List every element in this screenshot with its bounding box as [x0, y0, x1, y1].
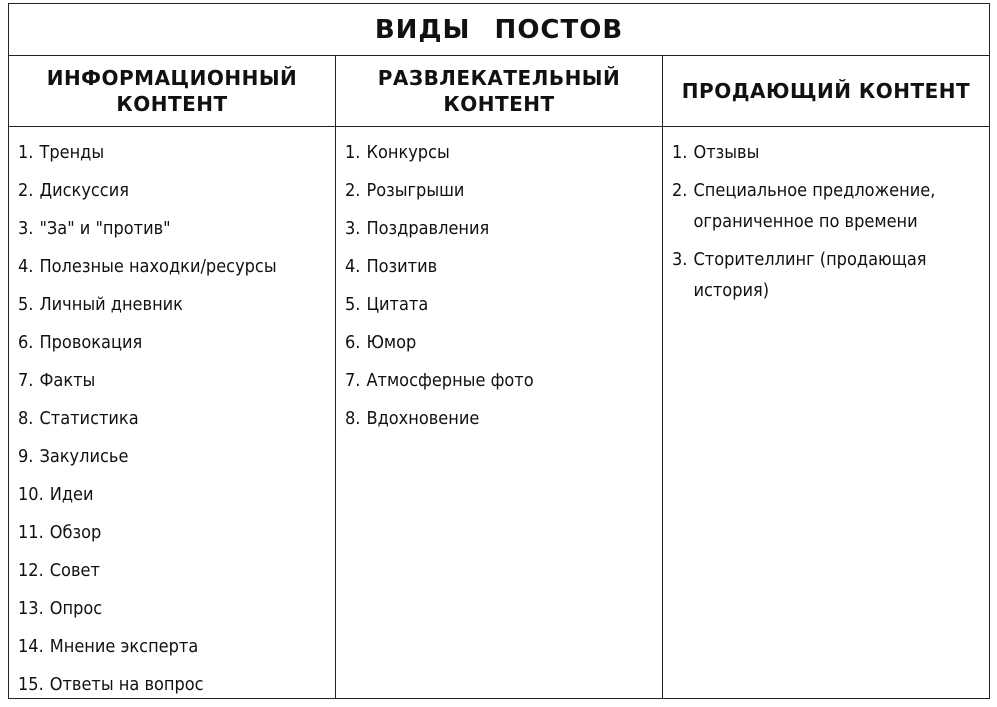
column-header-label: ПРОДАЮЩИЙ КОНТЕНТ	[681, 79, 971, 103]
list-item-number: 1.	[345, 142, 361, 163]
content-list	[336, 127, 662, 441]
list-item-number: 1.	[672, 142, 688, 163]
list-item-text: Поздравления	[366, 218, 490, 239]
list-item-text: Атмосферные фото	[366, 370, 534, 391]
list-item-number: 14.	[18, 636, 44, 657]
list-item	[345, 213, 662, 251]
list-item-number: 1.	[18, 142, 34, 163]
column-header-label: ИНФОРМАЦИОННЫЙ КОНТЕНТ	[46, 66, 298, 116]
list-item-number: 2.	[672, 180, 688, 201]
list-item	[345, 403, 662, 441]
table-title-row	[9, 4, 989, 56]
list-item-number: 7.	[18, 370, 34, 391]
list-item-text: Отзывы	[693, 142, 760, 163]
list-item	[18, 213, 335, 251]
list-item	[18, 669, 335, 707]
list-item	[18, 631, 335, 669]
list-item-number: 6.	[345, 332, 361, 353]
list-item-text: Вдохновение	[366, 408, 480, 429]
list-item-number: 3.	[345, 218, 361, 239]
list-item	[18, 555, 335, 593]
list-item	[18, 289, 335, 327]
list-item	[18, 517, 335, 555]
post-types-table	[8, 3, 990, 699]
list-item	[18, 441, 335, 479]
list-item-text: Цитата	[366, 294, 429, 315]
list-item-text: Факты	[39, 370, 96, 391]
list-item-text: Юмор	[366, 332, 417, 353]
list-item	[18, 137, 335, 175]
list-item-number: 9.	[18, 446, 34, 467]
list-item-text: Совет	[49, 560, 100, 581]
list-item-number: 11.	[18, 522, 44, 543]
list-item-text: Опрос	[49, 598, 103, 619]
list-item	[18, 175, 335, 213]
list-item	[18, 479, 335, 517]
content-list	[9, 127, 335, 707]
list-item	[345, 175, 662, 213]
list-item	[18, 593, 335, 631]
column-informational	[9, 56, 336, 698]
list-item-text: Сторителлинг (продающая история)	[693, 249, 927, 301]
list-item-number: 2.	[345, 180, 361, 201]
list-item-number: 2.	[18, 180, 34, 201]
list-item-number: 6.	[18, 332, 34, 353]
list-item	[345, 251, 662, 289]
list-item-number: 7.	[345, 370, 361, 391]
column-header	[663, 56, 989, 127]
list-item	[18, 327, 335, 365]
list-item	[345, 365, 662, 403]
list-item	[18, 251, 335, 289]
list-item	[672, 137, 989, 168]
list-item	[345, 327, 662, 365]
column-selling	[663, 56, 989, 698]
list-item-number: 13.	[18, 598, 44, 619]
list-item-text: Специальное предложение, ограниченное по времени	[693, 180, 936, 232]
list-item-number: 3.	[672, 249, 688, 270]
list-item-text: Конкурсы	[366, 142, 450, 163]
column-header	[9, 56, 335, 127]
list-item	[345, 289, 662, 327]
list-item-number: 10.	[18, 484, 44, 505]
column-entertaining	[336, 56, 663, 698]
list-item-text: Ответы на вопрос	[49, 674, 204, 695]
table-title: ВИДЫ ПОСТОВ	[374, 14, 624, 45]
list-item-text: Розыгрыши	[366, 180, 465, 201]
list-item-text: Статистика	[39, 408, 139, 429]
list-item-number: 5.	[345, 294, 361, 315]
list-item-number: 4.	[18, 256, 34, 277]
list-item-text: Закулисье	[39, 446, 129, 467]
content-list	[663, 127, 989, 306]
list-item-number: 8.	[18, 408, 34, 429]
list-item-text: Обзор	[49, 522, 102, 543]
list-item-text: Личный дневник	[39, 294, 183, 315]
list-item-text: Позитив	[366, 256, 438, 277]
column-header	[336, 56, 662, 127]
list-item-text: Дискуссия	[39, 180, 129, 201]
column-header-label: РАЗВЛЕКАТЕЛЬНЫЙ КОНТЕНТ	[377, 66, 621, 116]
list-item-number: 8.	[345, 408, 361, 429]
list-item	[672, 175, 989, 237]
list-item-number: 3.	[18, 218, 34, 239]
list-item-text: Провокация	[39, 332, 143, 353]
list-item-text: Мнение эксперта	[49, 636, 199, 657]
list-item	[18, 403, 335, 441]
list-item-text: Полезные находки/ресурсы	[39, 256, 277, 277]
list-item-text: Идеи	[49, 484, 94, 505]
list-item	[345, 137, 662, 175]
list-item-text: "За" и "против"	[39, 218, 171, 239]
list-item-number: 12.	[18, 560, 44, 581]
list-item-number: 5.	[18, 294, 34, 315]
list-item-number: 4.	[345, 256, 361, 277]
list-item	[18, 365, 335, 403]
list-item-text: Тренды	[39, 142, 105, 163]
list-item	[672, 244, 989, 306]
list-item-number: 15.	[18, 674, 44, 695]
